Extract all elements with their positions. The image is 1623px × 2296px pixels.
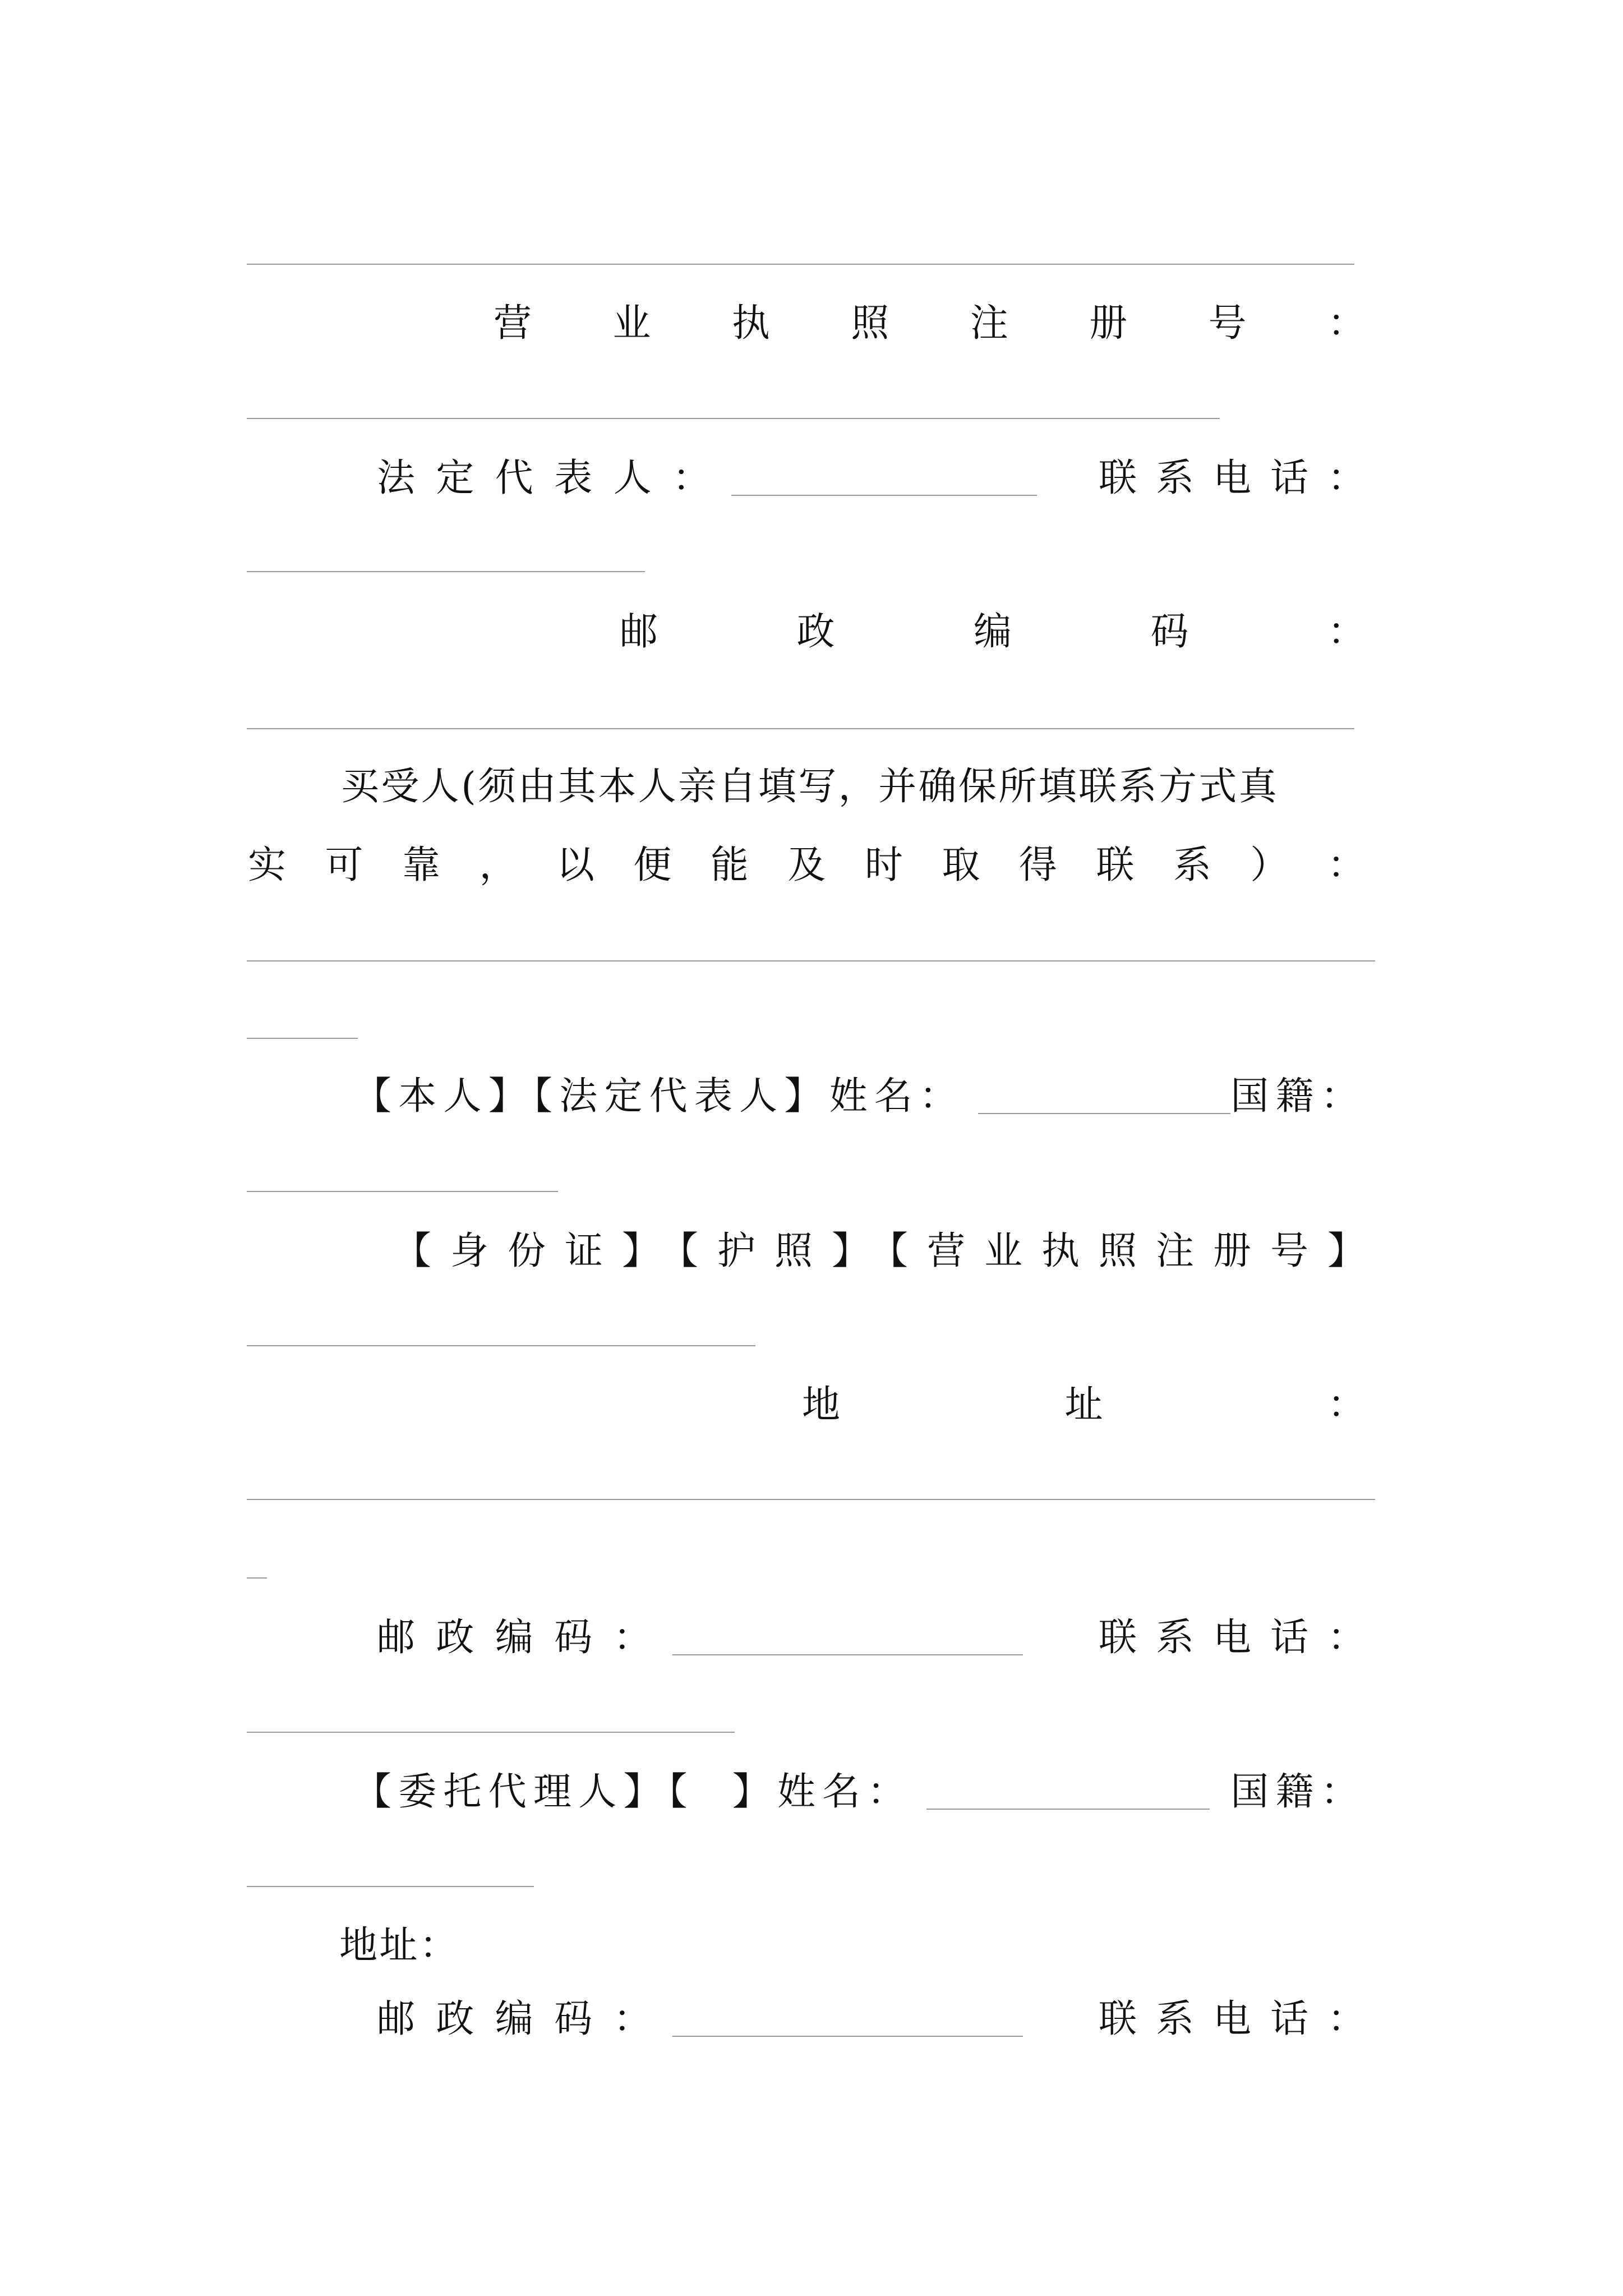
buyer-intro-field[interactable] (247, 960, 1375, 961)
buyer-postcode-line (377, 1613, 1385, 1663)
char: 地 (802, 1383, 841, 1427)
buyer-id-types (377, 1226, 1385, 1277)
agent-nationality-field[interactable] (247, 1886, 534, 1887)
seller-phone-label: 联系电话： (1098, 456, 1385, 500)
char: 邮 (620, 610, 658, 654)
char: 编 (973, 610, 1012, 654)
agent-postcode-line (377, 1994, 1385, 2045)
char: 以 (556, 843, 594, 887)
char: 址 (1064, 1383, 1103, 1427)
agent-address-label: 地址： (339, 1924, 460, 1968)
buyer-intro-text: 买受人(须由其本人亲自填写，并确保所填联系方式真 (341, 765, 1279, 809)
buyer-phone-field[interactable] (247, 1732, 735, 1733)
id-types-label: 【身份证】【护照】【营业执照注册号】 (393, 1229, 1385, 1273)
char: ： (1327, 1383, 1366, 1427)
buyer-id-field[interactable] (247, 1345, 755, 1346)
char: 便 (633, 843, 672, 887)
char: ， (479, 843, 518, 887)
char: 系 (1173, 843, 1211, 887)
agent-postcode-label: 邮政编码： (377, 1997, 673, 2041)
buyer-name-field[interactable] (978, 1113, 1230, 1114)
char: 执 (731, 301, 770, 346)
buyer-intro-field-cont[interactable] (247, 1038, 358, 1039)
agent-name-line (353, 1767, 1366, 1818)
seller-license-field[interactable] (247, 418, 1220, 419)
buyer-name-line (353, 1071, 1366, 1122)
char: 业 (612, 301, 651, 346)
buyer-address-field-cont[interactable] (247, 1577, 267, 1579)
char: 时 (864, 843, 903, 887)
char: ： (1327, 610, 1366, 654)
char: 靠 (402, 843, 440, 887)
char: ： (1327, 843, 1366, 887)
agent-nationality-label: 国籍： (1230, 1770, 1366, 1814)
agent-name-label: 【委托代理人】【 】姓名： (353, 1770, 912, 1814)
buyer-name-label: 【本人】【法定代表人】姓名： (353, 1074, 965, 1119)
buyer-phone-label: 联系电话： (1098, 1616, 1385, 1660)
buyer-nationality-field[interactable] (247, 1191, 558, 1192)
agent-postcode-field[interactable] (672, 2036, 1023, 2037)
char: 联 (1096, 843, 1135, 887)
char: 可 (325, 843, 363, 887)
char: 得 (1018, 843, 1057, 887)
char: 营 (494, 301, 532, 346)
char: 码 (1150, 610, 1189, 654)
char: ： (1327, 301, 1366, 346)
buyer-intro-line2 (248, 840, 1366, 891)
char: 注 (970, 301, 1008, 346)
seller-rep-line (377, 453, 1385, 504)
blank-line (247, 264, 1354, 265)
seller-postcode-field[interactable] (247, 728, 1354, 729)
agent-address-line (339, 1921, 564, 1971)
buyer-address-field[interactable] (247, 1499, 1375, 1500)
char: 号 (1208, 301, 1247, 346)
agent-name-field[interactable] (926, 1809, 1210, 1810)
char: 实 (248, 843, 287, 887)
char: ） (1250, 843, 1289, 887)
char: 及 (787, 843, 826, 887)
buyer-address-label (802, 1380, 1366, 1430)
agent-phone-label: 联系电话： (1098, 1997, 1385, 2041)
buyer-postcode-label: 邮政编码： (377, 1616, 673, 1660)
char: 能 (710, 843, 749, 887)
seller-postcode-label (620, 607, 1366, 657)
char: 政 (796, 610, 835, 654)
char: 照 (851, 301, 889, 346)
legal-rep-label: 法定代表人： (377, 456, 732, 500)
buyer-intro-line1 (341, 762, 1395, 812)
seller-license-label (494, 298, 1366, 349)
legal-rep-field[interactable] (731, 495, 1037, 496)
buyer-nationality-label: 国籍： (1230, 1074, 1366, 1119)
char: 取 (942, 843, 980, 887)
char: 册 (1089, 301, 1128, 346)
buyer-postcode-field[interactable] (672, 1654, 1023, 1655)
seller-phone-field[interactable] (247, 571, 645, 572)
